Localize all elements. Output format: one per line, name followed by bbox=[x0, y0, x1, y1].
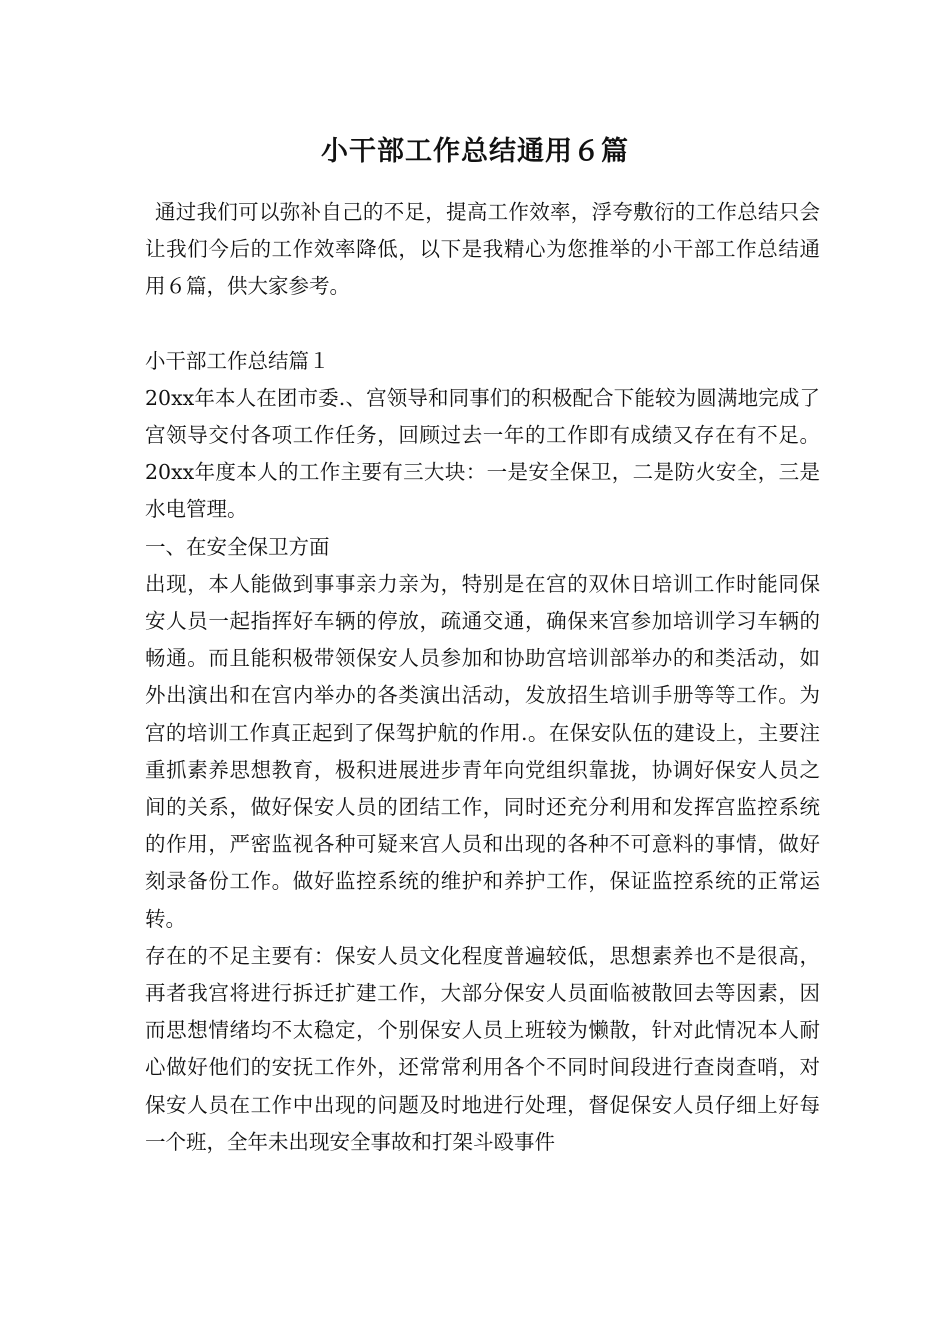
body-paragraph: 20xx年本人在团市委.、宫领导和同事们的积极配合下能较为圆满地完成了宫领导交付各项工作任务，回顾过去一年的工作即有成绩又存在有不足。20xx年度本人的工作主要有三大块：一是安全保卫，二是防火安全，三是水电管理。 bbox=[145, 385, 820, 522]
body-paragraph: 出现，本人能做到事事亲力亲为，特别是在宫的双休日培训工作时能同保安人员一起指挥好车辆的停放，疏通交通，确保来宫参加培训学习车辆的畅通。而且能积极带领保安人员参加和协助宫培训部举办的和类活动，如外出演出和在宫内举办的各类演出活动，发放招生培训手册等等工作。为宫的培训工作真正起到了保驾护航的作用.。在保安队伍的建设上，主要注重抓素养思想教育，极积进展进步青年向党组织靠拢，协调好保安人员之间的关系，做好保安人员的团结工作，同时还充分利用和发挥宫监控系统的作用，严密监视各种可疑来宫人员和出现的各种不可意料的事情，做好刻录备份工作。做好监控系统的维护和养护工作，保证监控系统的正常运转。 bbox=[145, 571, 820, 931]
subsection-heading: 一、在安全保卫方面 bbox=[145, 534, 330, 559]
document-title: 小干部工作总结通用６篇 bbox=[321, 136, 629, 167]
paragraph-spacer bbox=[145, 306, 820, 343]
section-heading: 小干部工作总结篇１ bbox=[145, 348, 330, 373]
document-body bbox=[145, 194, 820, 1161]
body-paragraph: 存在的不足主要有：保安人员文化程度普遍较低，思想素养也不是很高，再者我宫将进行拆迁扩建工作，大部分保安人员面临被散回去等因素，因而思想情绪均不太稳定，个别保安人员上班较为懒散，针对此情况本人耐心做好他们的安抚工作外，还常常利用各个不同时间段进行查岗查哨，对保安人员在工作中出现的问题及时地进行处理，督促保安人员仔细上好每一个班，全年未出现安全事故和打架斗殴事件 bbox=[145, 943, 820, 1154]
intro-paragraph: 通过我们可以弥补自己的不足，提高工作效率，浮夸敷衍的工作总结只会让我们今后的工作效率降低，以下是我精心为您推举的小干部工作总结通用６篇，供大家参考。 bbox=[145, 200, 820, 299]
